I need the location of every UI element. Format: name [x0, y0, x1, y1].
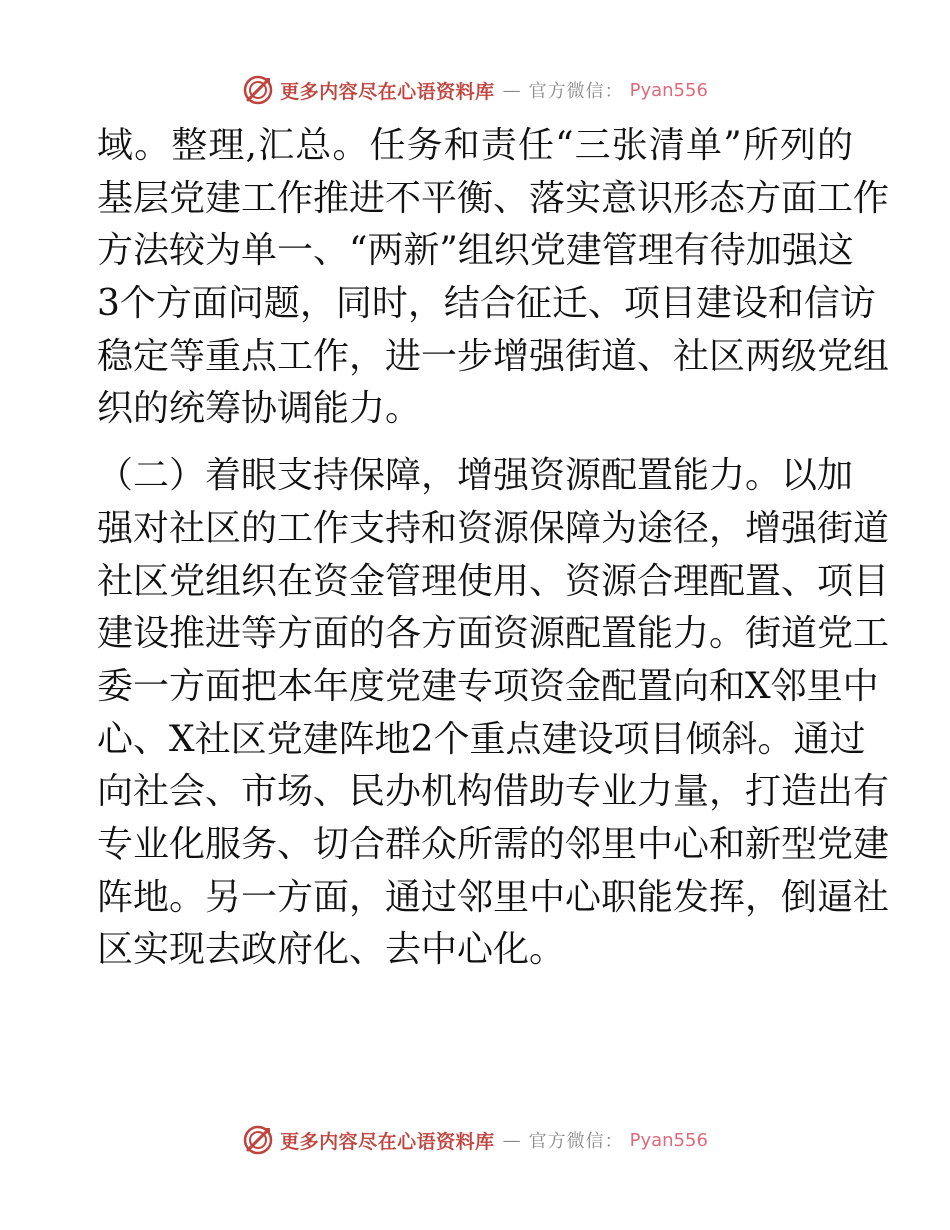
- text-line: 织的统筹协调能力。: [97, 388, 422, 430]
- text-line: 心、X社区党建阵地2个重点建设项目倾斜。通过: [97, 718, 866, 760]
- logo-icon: [242, 1124, 274, 1156]
- watermark-wechat-id: Pyan556: [629, 79, 708, 101]
- text-line: 3个方面问题，同时，结合征迁、项目建设和信访: [97, 283, 876, 325]
- text-line: 阵地。另一方面，通过邻里中心职能发挥，倒逼社: [97, 876, 890, 918]
- watermark-official-text: 官方微信：: [528, 1131, 624, 1152]
- paragraph-gap: [97, 436, 853, 450]
- logo-icon: [242, 74, 274, 106]
- text-line: 委一方面把本年度党建专项资金配置向和X邻里中: [97, 665, 879, 707]
- watermark-main-text: 更多内容尽在心语资料库: [280, 1130, 495, 1153]
- text-line: 强对社区的工作支持和资源保障为途径，增强街道: [97, 507, 890, 549]
- text-line: 区实现去政府化、去中心化。: [97, 929, 566, 971]
- footer-watermark: [0, 1122, 950, 1158]
- text-line: （二）着眼支持保障，增强资源配置能力。以加: [97, 455, 854, 497]
- text-line: 基层党建工作推进不平衡、落实意识形态方面工作: [97, 177, 890, 219]
- text-line: 专业化服务、切合群众所需的邻里中心和新型党建: [97, 823, 890, 865]
- document-body: [97, 120, 890, 977]
- text-line: 向社会、市场、民办机构借助专业力量，打造出有: [97, 771, 890, 813]
- header-watermark: [0, 72, 950, 108]
- paragraph: [97, 450, 890, 977]
- text-line: 方法较为单一、“两新”组织党建管理有待加强这: [97, 230, 854, 272]
- watermark-separator: —: [502, 1129, 521, 1151]
- watermark-official-text: 官方微信：: [528, 81, 624, 102]
- watermark-wechat-id: Pyan556: [629, 1129, 708, 1151]
- text-line: 社区党组织在资金管理使用、资源合理配置、项目: [97, 560, 890, 602]
- text-line: 建设推进等方面的各方面资源配置能力。街道党工: [97, 613, 890, 655]
- watermark-main-text: 更多内容尽在心语资料库: [280, 80, 495, 103]
- text-line: 稳定等重点工作，进一步增强街道、社区两级党组: [97, 335, 890, 377]
- paragraph: [97, 120, 890, 436]
- text-line: 域。整理,汇总。任务和责任“三张清单”所列的: [97, 125, 853, 166]
- watermark-separator: —: [502, 79, 521, 101]
